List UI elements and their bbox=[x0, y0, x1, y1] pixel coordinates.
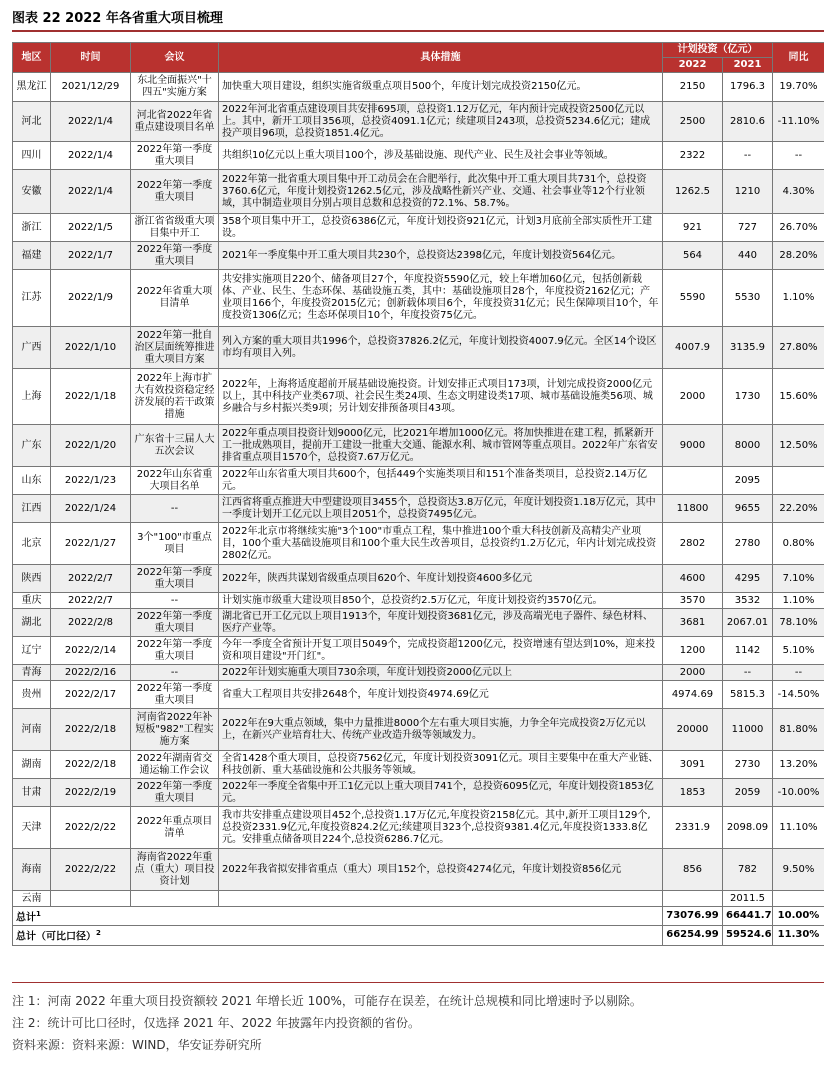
measures-cell: 2022年河北省重点建设项目共安排695项，总投资1.12万亿元，年内预计完成投资2500亿元以上。其中，新开工项目356项，总投资4091.1亿元；续建项目243项，总投资5234.6亿元；建成投产项目96项，总投资1851.4亿元。 bbox=[219, 102, 663, 142]
yoy-cell: -10.00% bbox=[773, 779, 824, 807]
region-cell: 黑龙江 bbox=[13, 73, 51, 102]
plan-2021-cell: 727 bbox=[723, 214, 773, 242]
yoy-cell: -- bbox=[773, 142, 824, 170]
plan-2021-cell: 2780 bbox=[723, 523, 773, 565]
yoy-cell bbox=[773, 891, 824, 907]
plan-2021-cell: 9655 bbox=[723, 495, 773, 523]
table-row bbox=[13, 369, 824, 425]
meeting-cell: 东北全面振兴"十四五"实施方案 bbox=[131, 73, 219, 102]
plan-2021-cell: 5530 bbox=[723, 270, 773, 327]
region-cell: 安徽 bbox=[13, 170, 51, 214]
plan-2021-cell: 2098.09 bbox=[723, 807, 773, 849]
total-2022-cell: 73076.99 bbox=[663, 907, 723, 926]
meeting-cell: 3个"100"市重点项目 bbox=[131, 523, 219, 565]
meeting-cell: 浙江省省级重大项目集中开工 bbox=[131, 214, 219, 242]
meeting-cell: 2022年省重大项目清单 bbox=[131, 270, 219, 327]
time-cell: 2022/2/18 bbox=[51, 751, 131, 779]
plan-2021-cell: 2059 bbox=[723, 779, 773, 807]
plan-2022-cell: 2000 bbox=[663, 665, 723, 681]
header-region: 地区 bbox=[13, 43, 51, 73]
plan-2022-cell: 9000 bbox=[663, 425, 723, 467]
time-cell: 2022/1/9 bbox=[51, 270, 131, 327]
plan-2021-cell: 1796.3 bbox=[723, 73, 773, 102]
meeting-cell: 2022年重点项目清单 bbox=[131, 807, 219, 849]
measures-cell: 2022年计划实施重大项目730余项，年度计划投资2000亿元以上 bbox=[219, 665, 663, 681]
measures-cell: 共组织10亿元以上重大项目100个，涉及基础设施、现代产业、民生及社会事业等领域。 bbox=[219, 142, 663, 170]
table-row bbox=[13, 270, 824, 327]
table-row bbox=[13, 495, 824, 523]
table-row bbox=[13, 565, 824, 593]
measures-cell: 2022年，陕西共谋划省级重点项目620个、年度计划投资4600多亿元 bbox=[219, 565, 663, 593]
time-cell: 2022/2/22 bbox=[51, 849, 131, 891]
table-row bbox=[13, 142, 824, 170]
table-row bbox=[13, 242, 824, 270]
measures-cell: 加快重大项目建设，组织实施省级重点项目500个，年度计划完成投资2150亿元。 bbox=[219, 73, 663, 102]
total-label bbox=[13, 926, 663, 945]
measures-cell: 2022年，上海将适度超前开展基础设施投资。计划安排正式项目173项，计划完成投资2000亿元以上，其中科技产业类67项、社会民生类24项、生态文明建设类17项、城市基础设施类56项、城乡融合与乡村振兴类9项；另计划安排预备项目43项。 bbox=[219, 369, 663, 425]
time-cell: 2022/1/4 bbox=[51, 170, 131, 214]
table-row bbox=[13, 327, 824, 369]
notes-divider bbox=[12, 982, 824, 983]
yoy-cell: -- bbox=[773, 665, 824, 681]
note-1: 注 1：河南 2022 年重大项目投资额较 2021 年增长近 100%，可能存在误差，在统计总规模和同比增速时予以剔除。 bbox=[12, 994, 642, 1008]
plan-2021-cell: 8000 bbox=[723, 425, 773, 467]
plan-2021-cell: -- bbox=[723, 665, 773, 681]
meeting-cell: 2022年第一季度重大项目 bbox=[131, 142, 219, 170]
measures-cell: 2022年在9大重点领域，集中力量推进8000个左右重大项目实施，力争全年完成投资2万亿元以上，在新兴产业培育壮大、传统产业改造升级等领域发力。 bbox=[219, 709, 663, 751]
time-cell: 2021/12/29 bbox=[51, 73, 131, 102]
yoy-cell: 12.50% bbox=[773, 425, 824, 467]
plan-2022-cell: 3570 bbox=[663, 593, 723, 609]
measures-cell: 湖北省已开工亿元以上项目1913个，年度计划投资3681亿元，涉及高端光电子器件、绿色材料、医疗产业等。 bbox=[219, 609, 663, 637]
yoy-cell: 78.10% bbox=[773, 609, 824, 637]
table-row bbox=[13, 73, 824, 102]
time-cell: 2022/1/7 bbox=[51, 242, 131, 270]
yoy-cell: 15.60% bbox=[773, 369, 824, 425]
measures-cell: 江西省将重点推进大中型建设项目3455个，总投资达3.8万亿元，年度计划投资1.18万亿元，其中一季度计划开工亿元以上项目2051个，总投资7495亿元。 bbox=[219, 495, 663, 523]
measures-cell: 2022年北京市将继续实施"3个100"市重点工程，集中推进100个重大科技创新及高精尖产业项目，100个重大基础设施项目和100个重大民生改善项目，总投资约1.2万亿元，年内计划完成投资2802亿元。 bbox=[219, 523, 663, 565]
time-cell: 2022/2/7 bbox=[51, 593, 131, 609]
region-cell: 浙江 bbox=[13, 214, 51, 242]
plan-2022-cell bbox=[663, 467, 723, 495]
time-cell: 2022/2/8 bbox=[51, 609, 131, 637]
time-cell: 2022/2/17 bbox=[51, 681, 131, 709]
time-cell: 2022/1/23 bbox=[51, 467, 131, 495]
plan-2021-cell: 2730 bbox=[723, 751, 773, 779]
time-cell: 2022/2/19 bbox=[51, 779, 131, 807]
plan-2022-cell: 1200 bbox=[663, 637, 723, 665]
time-cell: 2022/1/27 bbox=[51, 523, 131, 565]
time-cell: 2022/1/4 bbox=[51, 102, 131, 142]
measures-cell: 计划实施市级重大建设项目850个，总投资约2.5万亿元，年度计划投资约3570亿元。 bbox=[219, 593, 663, 609]
region-cell: 山东 bbox=[13, 467, 51, 495]
table-row bbox=[13, 214, 824, 242]
region-cell: 河北 bbox=[13, 102, 51, 142]
yoy-cell: 1.10% bbox=[773, 270, 824, 327]
measures-cell: 2022年山东省重大项目共600个，包括449个实施类项目和151个准备类项目，总投资2.14万亿元。 bbox=[219, 467, 663, 495]
plan-2022-cell: 4600 bbox=[663, 565, 723, 593]
plan-2022-cell: 564 bbox=[663, 242, 723, 270]
plan-2022-cell: 2331.9 bbox=[663, 807, 723, 849]
plan-2021-cell: 2011.5 bbox=[723, 891, 773, 907]
plan-2021-cell: 2810.6 bbox=[723, 102, 773, 142]
plan-2022-cell: 1262.5 bbox=[663, 170, 723, 214]
meeting-cell: 2022年第一季度重大项目 bbox=[131, 681, 219, 709]
yoy-cell: 1.10% bbox=[773, 593, 824, 609]
region-cell: 海南 bbox=[13, 849, 51, 891]
plan-2022-cell: 921 bbox=[663, 214, 723, 242]
yoy-cell: 27.80% bbox=[773, 327, 824, 369]
total-footnote-mark: 1 bbox=[36, 910, 41, 918]
source-note: 资料来源：资料来源：WIND，华安证券研究所 bbox=[12, 1038, 262, 1052]
meeting-cell: 广东省十三届人大五次会议 bbox=[131, 425, 219, 467]
yoy-cell bbox=[773, 467, 824, 495]
plan-2021-cell: 440 bbox=[723, 242, 773, 270]
region-cell: 湖南 bbox=[13, 751, 51, 779]
plan-2022-cell: 856 bbox=[663, 849, 723, 891]
table-row bbox=[13, 523, 824, 565]
plan-2021-cell: 1210 bbox=[723, 170, 773, 214]
region-cell: 云南 bbox=[13, 891, 51, 907]
measures-cell: 2022年重点项目投资计划9000亿元，比2021年增加1000亿元。将加快推进在建工程，抓紧新开工一批成熟项目，提前开工建设一批重大交通、能源水利、城市管网等重点项目。2022年广东省安排省重点项目1570个，总投资7.67万亿元。 bbox=[219, 425, 663, 467]
time-cell: 2022/2/14 bbox=[51, 637, 131, 665]
total-label-text: 总计 bbox=[16, 912, 36, 924]
total-2021-cell: 66441.7 bbox=[723, 907, 773, 926]
region-cell: 河南 bbox=[13, 709, 51, 751]
projects-table bbox=[12, 42, 824, 946]
table-row bbox=[13, 849, 824, 891]
meeting-cell: -- bbox=[131, 665, 219, 681]
plan-2021-cell: 1730 bbox=[723, 369, 773, 425]
meeting-cell: 2022年第一季度重大项目 bbox=[131, 170, 219, 214]
meeting-cell: 河南省2022年补短板"982"工程实施方案 bbox=[131, 709, 219, 751]
measures-cell: 358个项目集中开工，总投资6386亿元，年度计划投资921亿元，计划3月底前全部实质性开工建设。 bbox=[219, 214, 663, 242]
yoy-cell: 11.10% bbox=[773, 807, 824, 849]
meeting-cell: 2022年山东省重大项目名单 bbox=[131, 467, 219, 495]
region-cell: 江西 bbox=[13, 495, 51, 523]
time-cell: 2022/1/10 bbox=[51, 327, 131, 369]
meeting-cell: 2022年第一季度重大项目 bbox=[131, 779, 219, 807]
time-cell: 2022/2/22 bbox=[51, 807, 131, 849]
region-cell: 天津 bbox=[13, 807, 51, 849]
table-row bbox=[13, 609, 824, 637]
region-cell: 青海 bbox=[13, 665, 51, 681]
measures-cell: 全省1428个重大项目，总投资7562亿元，年度计划投资3091亿元。项目主要集中在重大产业链、科技创新、重大基础设施和公共服务等领域。 bbox=[219, 751, 663, 779]
time-cell: 2022/1/18 bbox=[51, 369, 131, 425]
region-cell: 辽宁 bbox=[13, 637, 51, 665]
yoy-cell: 9.50% bbox=[773, 849, 824, 891]
meeting-cell bbox=[131, 891, 219, 907]
note-2: 注 2：统计可比口径时，仅选择 2021 年、2022 年披露年内投资额的省份。 bbox=[12, 1016, 420, 1030]
meeting-cell: 河北省2022年省重点建设项目名单 bbox=[131, 102, 219, 142]
meeting-cell: 2022年湖南省交通运输工作会议 bbox=[131, 751, 219, 779]
meeting-cell: 2022年上海市扩大有效投资稳定经济发展的若干政策措施 bbox=[131, 369, 219, 425]
measures-cell: 2021年一季度集中开工重大项目共230个，总投资达2398亿元，年度计划投资564亿元。 bbox=[219, 242, 663, 270]
time-cell: 2022/2/7 bbox=[51, 565, 131, 593]
plan-2021-cell: 3135.9 bbox=[723, 327, 773, 369]
total-footnote-mark: 2 bbox=[96, 929, 101, 938]
table-row bbox=[13, 779, 824, 807]
region-cell: 湖北 bbox=[13, 609, 51, 637]
table-row bbox=[13, 170, 824, 214]
total-row bbox=[13, 907, 824, 926]
total-2021-cell: 59524.6 bbox=[723, 926, 773, 945]
plan-2021-cell: 2095 bbox=[723, 467, 773, 495]
yoy-cell: 26.70% bbox=[773, 214, 824, 242]
meeting-cell: 2022年第一季度重大项目 bbox=[131, 609, 219, 637]
plan-2021-cell: 1142 bbox=[723, 637, 773, 665]
header-meeting: 会议 bbox=[131, 43, 219, 73]
table-row bbox=[13, 637, 824, 665]
plan-2022-cell: 5590 bbox=[663, 270, 723, 327]
table-row bbox=[13, 709, 824, 751]
measures-cell: 我市共安排重点建设项目452个,总投资1.17万亿元,年度投资2158亿元。其中,新开工项目129个,总投资2331.9亿元,年度投资824.2亿元;续建项目323个,总投资9381.4亿元,年度投资1333.8亿元。安排重点储备项目224个,总投资6286.7亿元。 bbox=[219, 807, 663, 849]
total-yoy-cell: 11.30% bbox=[773, 926, 824, 945]
header-2021: 2021 bbox=[723, 58, 773, 73]
yoy-cell: 13.20% bbox=[773, 751, 824, 779]
yoy-cell: -14.50% bbox=[773, 681, 824, 709]
table-row bbox=[13, 807, 824, 849]
meeting-cell: 海南省2022年重点（重大）项目投资计划 bbox=[131, 849, 219, 891]
meeting-cell: -- bbox=[131, 495, 219, 523]
plan-2022-cell: 11800 bbox=[663, 495, 723, 523]
yoy-cell: 81.80% bbox=[773, 709, 824, 751]
meeting-cell: 2022年第一季度重大项目 bbox=[131, 242, 219, 270]
time-cell: 2022/1/5 bbox=[51, 214, 131, 242]
table-row bbox=[13, 665, 824, 681]
time-cell: 2022/1/20 bbox=[51, 425, 131, 467]
yoy-cell: 4.30% bbox=[773, 170, 824, 214]
notes bbox=[12, 990, 824, 1056]
measures-cell bbox=[219, 891, 663, 907]
header-time: 时间 bbox=[51, 43, 131, 73]
plan-2021-cell: 782 bbox=[723, 849, 773, 891]
region-cell: 贵州 bbox=[13, 681, 51, 709]
plan-2022-cell: 3681 bbox=[663, 609, 723, 637]
total-label-text: 总计（可比口径） bbox=[16, 931, 96, 943]
plan-2021-cell: 2067.01 bbox=[723, 609, 773, 637]
region-cell: 江苏 bbox=[13, 270, 51, 327]
region-cell: 北京 bbox=[13, 523, 51, 565]
time-cell: 2022/2/16 bbox=[51, 665, 131, 681]
header-measures: 具体措施 bbox=[219, 43, 663, 73]
measures-cell: 今年一季度全省预计开复工项目5049个，完成投资超1200亿元，投资增速有望达到10%，迎来投资和项目建设"开门红"。 bbox=[219, 637, 663, 665]
region-cell: 广西 bbox=[13, 327, 51, 369]
table-body bbox=[13, 73, 824, 946]
plan-2022-cell: 1853 bbox=[663, 779, 723, 807]
plan-2022-cell bbox=[663, 891, 723, 907]
total-yoy-cell: 10.00% bbox=[773, 907, 824, 926]
measures-cell: 共安排实施项目220个、储备项目27个，年度投资5590亿元，较上年增加60亿元，包括创新载体、产业、民生、生态环保、基础设施五类，其中：基础设施项目28个，年度投资2162亿元；产业项目166个，年度投资2015亿元；创新载体项目6个，年度投资31亿元；民生保障项目10个，年度投资1306亿元；生态环保项目10个，年度投资75亿元。 bbox=[219, 270, 663, 327]
region-cell: 重庆 bbox=[13, 593, 51, 609]
region-cell: 甘肃 bbox=[13, 779, 51, 807]
plan-2022-cell: 20000 bbox=[663, 709, 723, 751]
plan-2022-cell: 2500 bbox=[663, 102, 723, 142]
plan-2021-cell: 4295 bbox=[723, 565, 773, 593]
plan-2022-cell: 3091 bbox=[663, 751, 723, 779]
time-cell: 2022/2/18 bbox=[51, 709, 131, 751]
table-row bbox=[13, 681, 824, 709]
plan-2021-cell: 3532 bbox=[723, 593, 773, 609]
total-row bbox=[13, 926, 824, 945]
time-cell: 2022/1/24 bbox=[51, 495, 131, 523]
region-cell: 福建 bbox=[13, 242, 51, 270]
measures-cell: 省重大工程项目共安排2648个，年度计划投资4974.69亿元 bbox=[219, 681, 663, 709]
plan-2021-cell: 5815.3 bbox=[723, 681, 773, 709]
total-label bbox=[13, 907, 663, 926]
yoy-cell: 22.20% bbox=[773, 495, 824, 523]
meeting-cell: 2022年第一季度重大项目 bbox=[131, 565, 219, 593]
plan-2021-cell: -- bbox=[723, 142, 773, 170]
region-cell: 陕西 bbox=[13, 565, 51, 593]
meeting-cell: 2022年第一批自治区层面统筹推进重大项目方案 bbox=[131, 327, 219, 369]
measures-cell: 2022年第一批省重大项目集中开工动员会在合肥举行，此次集中开工重大项目共731个，总投资3760.6亿元，年度计划投资1262.5亿元，涉及战略性新兴产业、交通、社会事业等12个行业领域，其中制造业项目分别占项目总数和总投资的72.1%、58.7%。 bbox=[219, 170, 663, 214]
header-2022: 2022 bbox=[663, 58, 723, 73]
meeting-cell: 2022年第一季度重大项目 bbox=[131, 637, 219, 665]
measures-cell: 列入方案的重大项目共1996个，总投资37826.2亿元，年度计划投资4007.9亿元。全区14个设区市均有项目入列。 bbox=[219, 327, 663, 369]
header-yoy: 同比 bbox=[773, 43, 824, 73]
yoy-cell: 5.10% bbox=[773, 637, 824, 665]
plan-2022-cell: 2322 bbox=[663, 142, 723, 170]
region-cell: 广东 bbox=[13, 425, 51, 467]
time-cell: 2022/1/4 bbox=[51, 142, 131, 170]
title-divider bbox=[12, 30, 824, 32]
plan-2022-cell: 4974.69 bbox=[663, 681, 723, 709]
figure-title: 图表 22 2022 年各省重大项目梳理 bbox=[12, 11, 223, 26]
header-plan: 计划投资（亿元） bbox=[663, 43, 773, 58]
table-row bbox=[13, 102, 824, 142]
meeting-cell: -- bbox=[131, 593, 219, 609]
total-2022-cell: 66254.99 bbox=[663, 926, 723, 945]
yoy-cell: 7.10% bbox=[773, 565, 824, 593]
time-cell bbox=[51, 891, 131, 907]
plan-2022-cell: 2000 bbox=[663, 369, 723, 425]
yoy-cell: 0.80% bbox=[773, 523, 824, 565]
table-row bbox=[13, 425, 824, 467]
table-row bbox=[13, 891, 824, 907]
plan-2021-cell: 11000 bbox=[723, 709, 773, 751]
table-row bbox=[13, 593, 824, 609]
table-row bbox=[13, 467, 824, 495]
plan-2022-cell: 4007.9 bbox=[663, 327, 723, 369]
plan-2022-cell: 2150 bbox=[663, 73, 723, 102]
measures-cell: 2022年一季度全省集中开工1亿元以上重大项目741个，总投资6095亿元，年度计划投资1853亿元。 bbox=[219, 779, 663, 807]
yoy-cell: -11.10% bbox=[773, 102, 824, 142]
projects-table-wrapper bbox=[12, 42, 824, 946]
region-cell: 上海 bbox=[13, 369, 51, 425]
region-cell: 四川 bbox=[13, 142, 51, 170]
yoy-cell: 28.20% bbox=[773, 242, 824, 270]
measures-cell: 2022年我省拟安排省重点（重大）项目152个，总投资4274亿元，年度计划投资856亿元 bbox=[219, 849, 663, 891]
table-row bbox=[13, 751, 824, 779]
yoy-cell: 19.70% bbox=[773, 73, 824, 102]
plan-2022-cell: 2802 bbox=[663, 523, 723, 565]
